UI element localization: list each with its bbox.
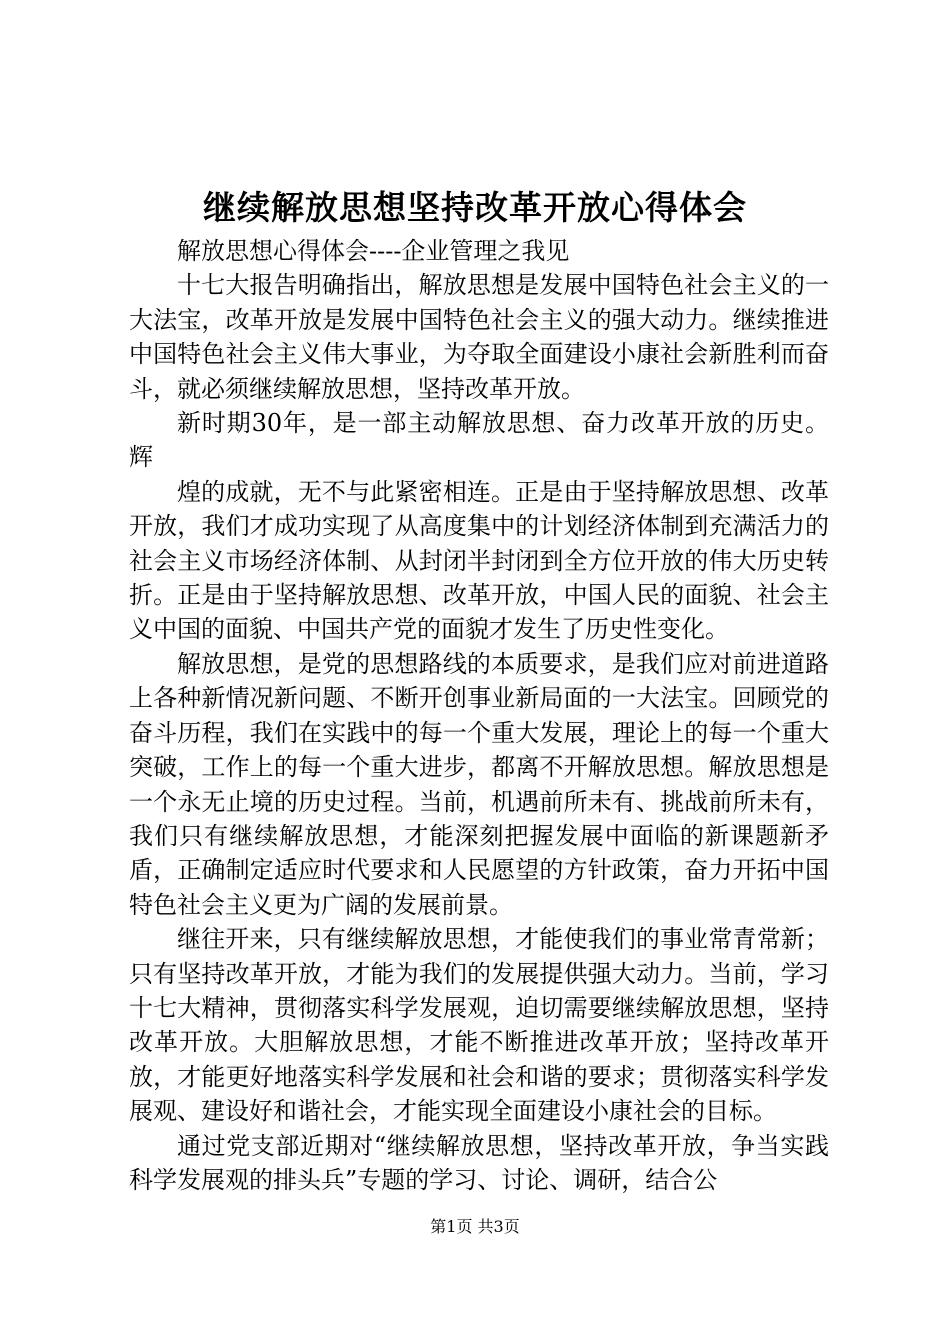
paragraph: 十七大报告明确指出，解放思想是发展中国特色社会主义的一大法宝，改革开放是发展中国特色社会主义的强大动力。继续推进中国特色社会主义伟大事业，为夺取全面建设小康社会新胜利而奋斗，就必须继续解放思想，坚持改革开放。 (129, 271, 829, 403)
paragraph: 煌的成就，无不与此紧密相连。正是由于坚持解放思想、改革开放，我们才成功实现了从高度集中的计划经济体制到充满活力的社会主义市场经济体制、从封闭半封闭到全方位开放的伟大历史转折。正是由于坚持解放思想、改革开放，中国人民的面貌、社会主义中国的面貌、中国共产党的面貌才发生了历史性变化。 (129, 477, 829, 644)
page-number-footer: 第1页 共3页 (430, 1217, 520, 1236)
paragraph: 通过党支部近期对“继续解放思想，坚持改革开放，争当实践科学发展观的排头兵”专题的学习、讨论、调研，结合公 (129, 1131, 829, 1194)
document-body (129, 234, 829, 1197)
document-title: 继续解放思想坚持改革开放心得体会 (203, 188, 747, 227)
paragraph: 解放思想，是党的思想路线的本质要求，是我们应对前进道路上各种新情况新问题、不断开创事业新局面的一大法宝。回顾党的奋斗历程，我们在实践中的每一个重大发展，理论上的每一个重大突破，工作上的每一个重大进步，都离不开解放思想。解放思想是一个永无止境的历史过程。当前，机遇前所未有、挑战前所未有，我们只有继续解放思想，才能深刻把握发展中面临的新课题新矛盾，正确制定适应时代要求和人民愿望的方针政策，奋力开拓中国特色社会主义更为广阔的发展前景。 (129, 649, 829, 919)
paragraph-subtitle: 解放思想心得体会----企业管理之我见 (177, 237, 570, 265)
paragraph: 新时期30年，是一部主动解放思想、奋力改革开放的历史。辉 (129, 409, 829, 472)
paragraph: 继往开来，只有继续解放思想，才能使我们的事业常青常新；只有坚持改革开放，才能为我们的发展提供强大动力。当前，学习十七大精神，贯彻落实科学发展观，迫切需要继续解放思想，坚持改革开放。大胆解放思想，才能不断推进改革开放；坚持改革开放，才能更好地落实科学发展和社会和谐的要求；贯彻落实科学发展观、建设好和谐社会，才能实现全面建设小康社会的目标。 (129, 925, 829, 1126)
